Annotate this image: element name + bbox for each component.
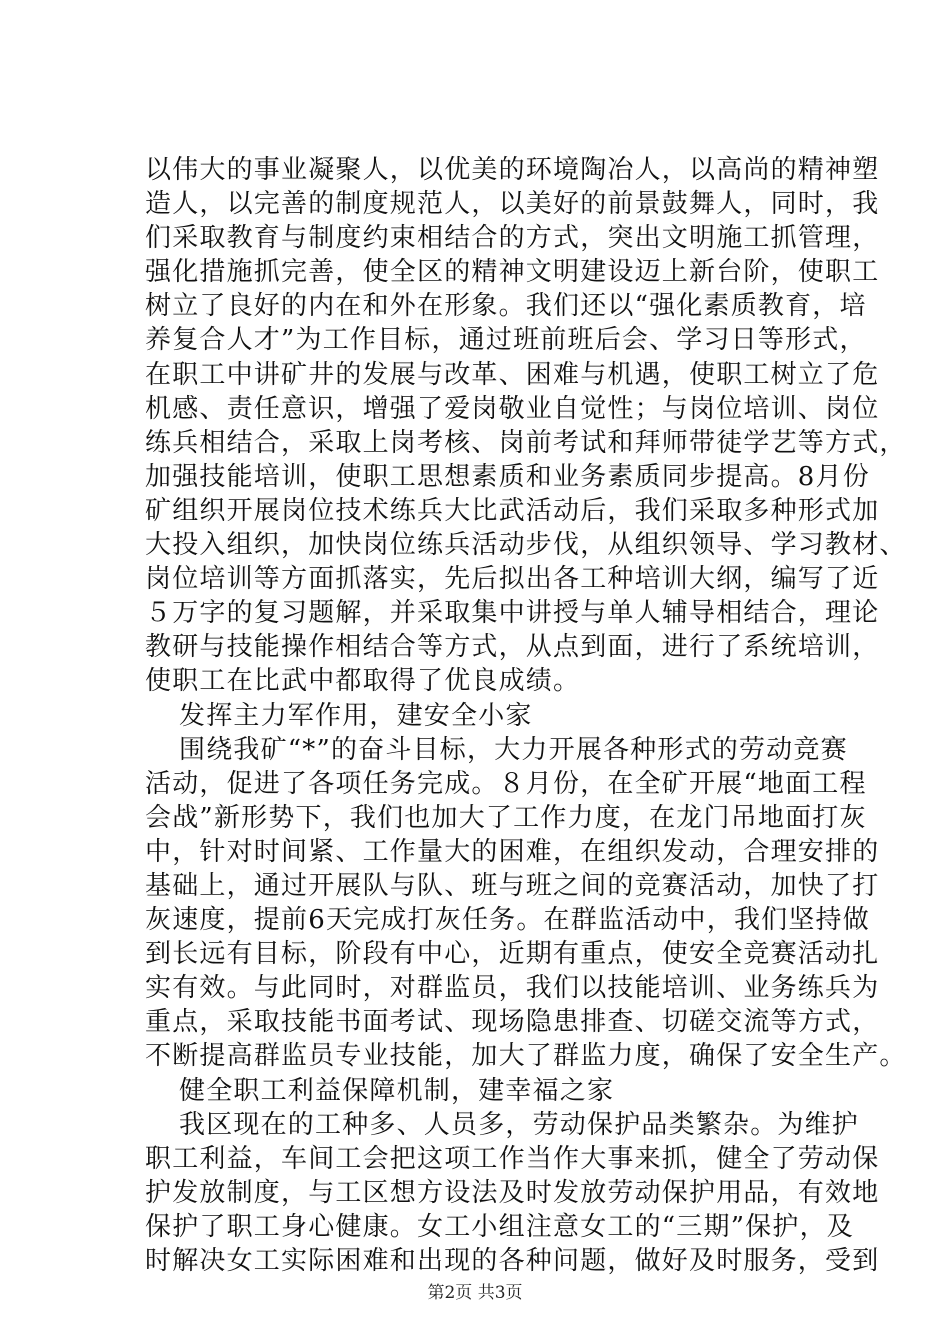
text-line: 时解决女工实际困难和出现的各种问题，做好及时服务，受到 xyxy=(145,1246,880,1276)
text-line: ５万字的复习题解，并采取集中讲授与单人辅导相结合，理论 xyxy=(145,598,880,629)
text-line: 使职工在比武中都取得了优良成绩。 xyxy=(145,666,581,697)
document-body xyxy=(145,153,907,1278)
page-footer: 第2页 共3页 xyxy=(427,1283,523,1303)
text-line: 会战”新形势下，我们也加大了工作力度，在龙门吊地面打灰 xyxy=(145,802,867,833)
text-line: 加强技能培训，使职工思想素质和业务素质同步提高。8月份 xyxy=(145,461,870,492)
text-line: 我区现在的工种多、人员多，劳动保护品类繁杂。为维护 xyxy=(179,1109,860,1140)
text-line: 职工利益，车间工会把这项工作当作大事来抓，健全了劳动保 xyxy=(145,1143,880,1174)
text-line: 造人，以完善的制度规范人，以美好的前景鼓舞人，同时，我 xyxy=(145,189,880,220)
text-line: 大投入组织，加快岗位练兵活动步伐，从组织领导、学习教材、 xyxy=(145,530,907,561)
text-line: 练兵相结合，采取上岗考核、岗前考试和拜师带徒学艺等方式， xyxy=(145,427,907,458)
text-line: 到长远有目标，阶段有中心，近期有重点，使安全竞赛活动扎 xyxy=(145,939,880,970)
text-line: 重点，采取技能书面考试、现场隐患排查、切磋交流等方式， xyxy=(145,1007,880,1038)
text-line: 不断提高群监员专业技能，加大了群监力度，确保了安全生产。 xyxy=(145,1041,907,1072)
text-line: 教研与技能操作相结合等方式，从点到面，进行了系统培训， xyxy=(145,632,880,663)
text-line: 在职工中讲矿井的发展与改革、困难与机遇，使职工树立了危 xyxy=(145,359,880,390)
text-line: 实有效。与此同时，对群监员，我们以技能培训、业务练兵为 xyxy=(145,973,880,1004)
text-line: 基础上，通过开展队与队、班与班之间的竞赛活动，加快了打 xyxy=(145,870,880,901)
text-line: 健全职工利益保障机制，建幸福之家 xyxy=(179,1075,615,1106)
text-line: 活动，促进了各项任务完成。８月份，在全矿开展“地面工程 xyxy=(145,768,867,799)
text-line: 灰速度，提前6天完成打灰任务。在群监活动中，我们坚持做 xyxy=(145,905,870,936)
text-line: 发挥主力军作用，建安全小家 xyxy=(179,700,533,731)
text-line: 围绕我矿“*”的奋斗目标，大力开展各种形式的劳动竞赛 xyxy=(179,734,848,765)
text-line: 以伟大的事业凝聚人，以优美的环境陶冶人，以高尚的精神塑 xyxy=(145,155,880,185)
text-line: 养复合人才”为工作目标，通过班前班后会、学习日等形式， xyxy=(145,325,867,356)
text-line: 中，针对时间紧、工作量大的困难，在组织发动，合理安排的 xyxy=(145,836,880,867)
text-line: 保护了职工身心健康。女工小组注意女工的“三期”保护，及 xyxy=(145,1211,854,1242)
text-line: 矿组织开展岗位技术练兵大比武活动后，我们采取多种形式加 xyxy=(145,495,880,526)
text-line: 岗位培训等方面抓落实，先后拟出各工种培训大纲，编写了近 xyxy=(145,564,880,595)
text-line: 机感、责任意识，增强了爱岗敬业自觉性；与岗位培训、岗位 xyxy=(145,393,880,424)
text-line: 们采取教育与制度约束相结合的方式，突出文明施工抓管理， xyxy=(145,223,880,254)
text-line: 强化措施抓完善，使全区的精神文明建设迈上新台阶，使职工 xyxy=(145,257,880,288)
text-line: 树立了良好的内在和外在形象。我们还以“强化素质教育，培 xyxy=(145,291,867,322)
text-line: 护发放制度，与工区想方设法及时发放劳动保护用品，有效地 xyxy=(145,1177,880,1208)
